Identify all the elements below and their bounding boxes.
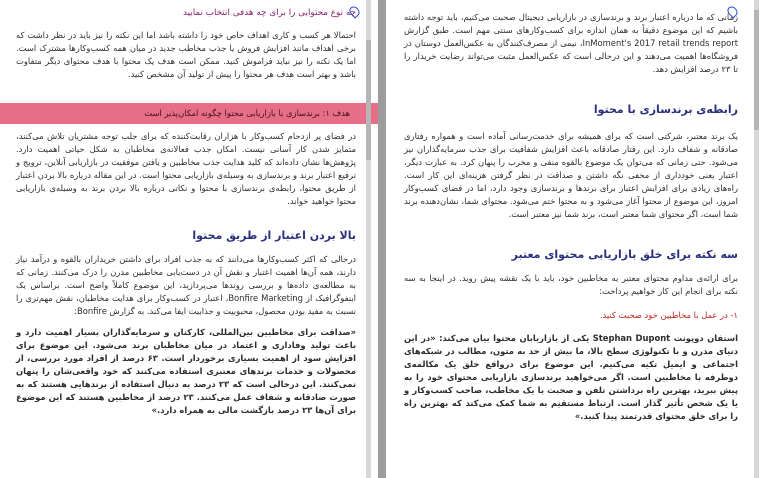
heading-branding-content: رابطه‌ی برندسازی با محتوا [593,103,738,116]
question-heading: چه نوع محتوایی را برای چه هدفی انتخاب نمایید [183,8,356,18]
goal-paragraph: در فضای پر ازدحام کسب‌وکار با هزاران رقابت‌کننده که برای جلب توجه مشتریان تلاش می‌کنند، متمایز شدن کار آسانی نیست. امکان جذب فعالانه‌ی مخاطبان به شکل حیاتی اهمیت دارد. پژوهش‌ها نشان داده‌اند که کلید هدایت جذب مخاطبین و یافتن موفقیت در بازاریابی آنلاین، ترویج و ترفیع اعتبار برند و برندسازی به وسیله‌ی بازاریابی محتوا است. در این مقاله درباره بالا بردن اعتبار از طریق محتوا، رابطه‌ی برندسازی با محتوا و نکاتی درباره بالا بردن برند به وسیله‌ی بازاریابی محتوا خواهید خواند. [16,131,356,206]
goal-banner: هدف ۱: برندسازی با بازاریابی محتوا چگونه امکان‌پذیر است [0,103,378,124]
document-page-right [386,0,764,478]
scroll-thumb-left[interactable] [366,40,371,160]
section-heading: بالا بردن اعتبار از طریق محتوا [192,229,356,242]
dupont-paragraph: استفان دوپونت Stephan Dupont یکی از بازاریابان محتوا بیان می‌کند: «در این دنیای مدرن و با تکنولوژی سطح بالا، ما بیش از حد به متون، مطالب در شبکه‌های اجتماعی و ایمیل تکیه می‌کنیم. این موضوع برای درواقع خلق یک مکالمه‌ی دوطرفه با مخاطبین است. اگر می‌خواهید برندسازی بازاریابی محتوای خود را به پیش ببرید، بهترین راه برداشتن تلفن و صحبت با یک مخاطب، صاحب کسب‌وکار و یا یک شخص تأثیر گذار است. ارتباط مستقیم به شما کمک می‌کند که بهترین راه را برای خلق محتوای قدرتمند پیدا کنید.» [404,333,738,421]
document-page-left [0,0,378,478]
scrollbar-right[interactable] [754,0,759,478]
quote-paragraph: «صداقت برای مخاطبین بین‌المللی، کارکنان و سرمایه‌گذاران بسیار اهمیت دارد و باعث تولید وفاداری و اعتماد در میان مخاطبان برند می‌شود. این موضوع برای افزایش سود از اهمیت بسیاری برخوردار است. ۶۳ درصد از افراد مورد بررسی، از محصولات و خدمات برندهای معتبری استفاده می‌کنند که خود واقعی‌شان را پنهان نمی‌کنند. این درحالی است که ۲۳ درصد به دنبال استفاده از برندهایی هستند که به صورت صادقانه و شفاف عمل می‌کنند. ۲۳ درصد از مخاطبین هستند که این موضوع برای آن‌ها ۲۳ درصد بازگشت مالی به همراه دارد.» [16,327,356,415]
tips-paragraph: برای ارائه‌ی مداوم محتوای معتبر به مخاطبین خود، باید با یک نقشه پیش روید. در اینجا به سه نکته برای انجام این کار خواهیم پرداخت: [404,273,738,296]
point-1: ۱- در عمل با مخاطبین خود صحبت کنید. [599,310,738,320]
page-gutter [378,0,386,478]
section-paragraph: درحالی که اکثر کسب‌وکارها می‌دانند که به جذب افراد برای داشتن خریداران بالقوه و درآمد نیاز دارند، همه آن‌ها اهمیت اعتبار و نقش آن در دست‌یابی مخاطبین مدرن را درک می‌کنند. زمانی که به مطالعه‌ی داده‌ها و بررسی روندها می‌پردازید، این موضوع کاملاً واضح است. براساس یک اینفوگرافیک از Bonfire Marketing، اعتبار در کسب‌وکار برای هدایت مخاطبان، نقش مهم‌تری را نسبت به مفید بودن محصول، محبوبیت و جذابیت ایفا می‌کند. به گزارش Bonfire: [16,254,356,316]
scroll-thumb-right[interactable] [754,10,759,130]
heading-three-tips: سه نکته برای خلق بازاریابی محتوای معتبر [511,248,738,261]
branding-paragraph: یک برند معتبر، شرکتی است که برای همیشه برای خدمت‌رسانی آماده است و همواره رفتاری صادقانه و شفاف دارد. این رفتار صادقانه باعث افزایش شفافیت برای جذب سرمایه‌گذاران نیز می‌شود. حتی زمانی که می‌توان یک موضوع بالقوه منفی و مخرب را پنهان کرد. به عبارت دیگر، اعتبار یعنی خودداری از مخفی نگه داشتن و صداقت در نظر گرفتن هزینه‌ای این کار است. راه‌های زیادی برای افزایش اعتبار برای برندها و برندسازی وجود دارد، اما در فضای کسب‌وکار امروز، این موضوع از محتوا آغاز می‌شود و به محتوا ختم می‌شود. محتوای شما، نشان‌دهنده برند شما است، اگر محتوای شما معتبر است، برند شما نیز معتبر است. [404,131,738,219]
intro-paragraph: احتمالا هر کسب و کاری اهداف خاص خود را داشته باشد اما این نکته را نیز باید در نظر داشت که برخی اهداف مانند افزایش فروش یا جذب مخاطب جدید در میان همه کسب‌وکارها مشترک است. اما یک نکته را نیز نباید فراموش کنید. ممکن است هدف یک محتوا با هدف محتوای دیگر متفاوت باشد و بهتر است هدف هر محتوا را پیش از تولید آن مشخص کنید. [16,30,356,79]
intro-paragraph: زمانی که ما درباره اعتبار برند و برندسازی در بازاریابی دیجیتال صحبت می‌کنیم، باید توجه داشته باشیم که این موضوع دقیقاً به همان اندازه برای کسب‌وکارهای سنتی مهم است. طبق گزارش InMoment's 2017 retail trends report، نیمی از مصرف‌کنندگان به عکس‌العمل دوستان در فروشگاه‌ها اهمیت می‌دهند و این درحالی است که عکس‌العمل مثبت می‌تواند رضایت خریدار را تا ۲۳ درصد افزایش دهد. [404,12,738,74]
scrollbar-left[interactable] [366,0,371,478]
